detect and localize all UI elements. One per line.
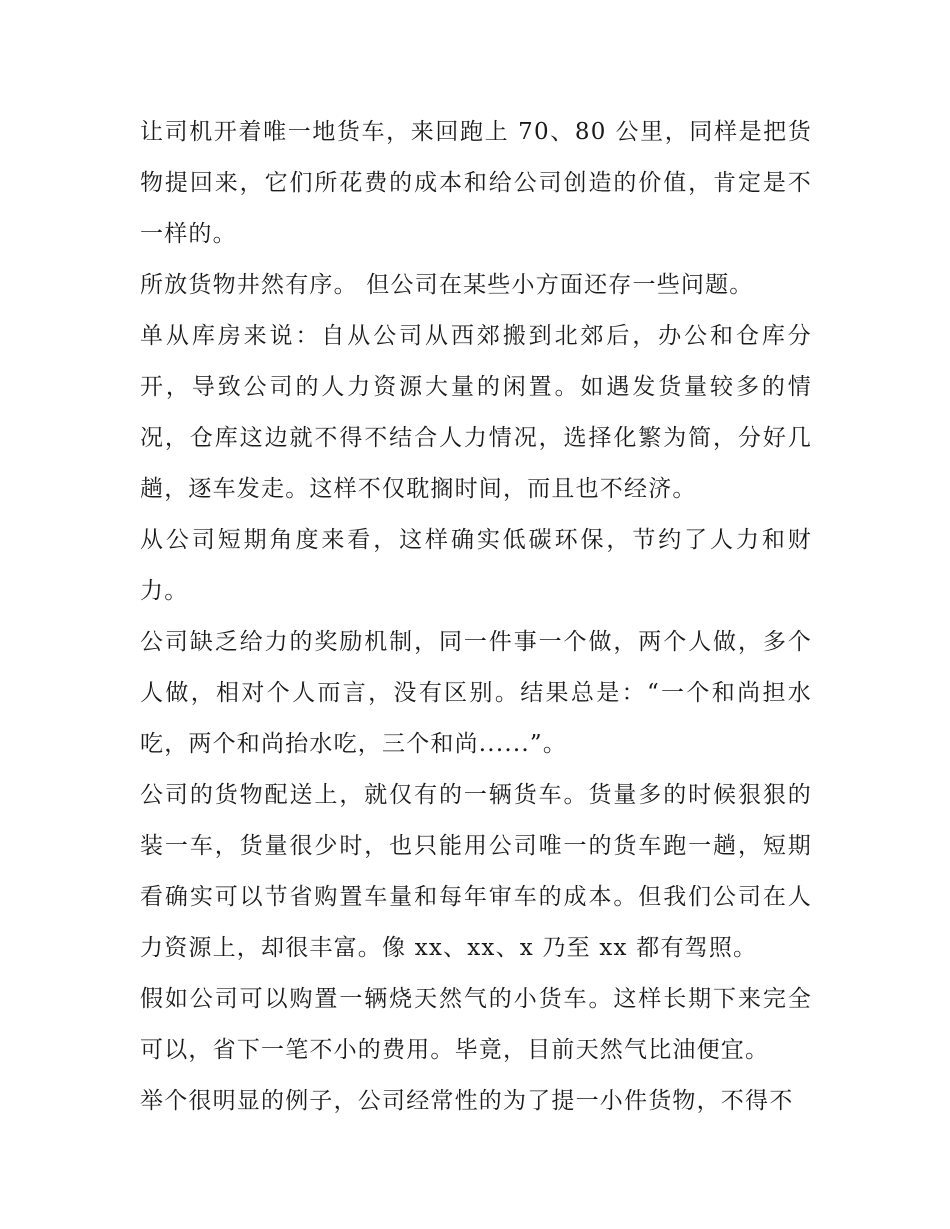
paragraph-4: 从公司短期角度来看，这样确实低碳环保，节约了人力和财力。: [140, 527, 812, 604]
paragraph-5: 公司缺乏给力的奖励机制，同一件事一个做，两个人做，多个人做，相对个人而言，没有区别。结果总是：“一个和尚担水吃，两个和尚抬水吃，三个和尚......”。: [140, 629, 812, 757]
paragraph-1: 让司机开着唯一地货车，来回跑上 70、80 公里，同样是把货物提回来，它们所花费的成本和给公司创造的价值，肯定是不一样的。: [140, 119, 812, 247]
paragraph-2: 所放货物井然有序。 但公司在某些小方面还存一些问题。: [140, 272, 754, 298]
paragraph-7: 假如公司可以购置一辆烧天然气的小货车。这样长期下来完全可以，省下一笔不小的费用。毕竟，目前天然气比油便宜。: [140, 986, 812, 1063]
paragraph-6: 公司的货物配送上，就仅有的一辆货车。货量多的时候狠狠的装一车，货量很少时，也只能用公司唯一的货车跑一趟，短期看确实可以节省购置车量和每年审车的成本。但我们公司在人力资源上，却很丰富。像 xx、xx、x 乃至 xx 都有驾照。: [140, 782, 812, 961]
document-body: [140, 107, 812, 1127]
paragraph-8: 举个很明显的例子，公司经常性的为了提一小件货物，不得不: [140, 1088, 794, 1114]
paragraph-3: 单从库房来说：自从公司从西郊搬到北郊后，办公和仓库分开，导致公司的人力资源大量的闲置。如遇发货量较多的情况，仓库这边就不得不结合人力情况，选择化繁为简，分好几趟，逐车发走。这样不仅耽搁时间，而且也不经济。: [140, 323, 812, 502]
